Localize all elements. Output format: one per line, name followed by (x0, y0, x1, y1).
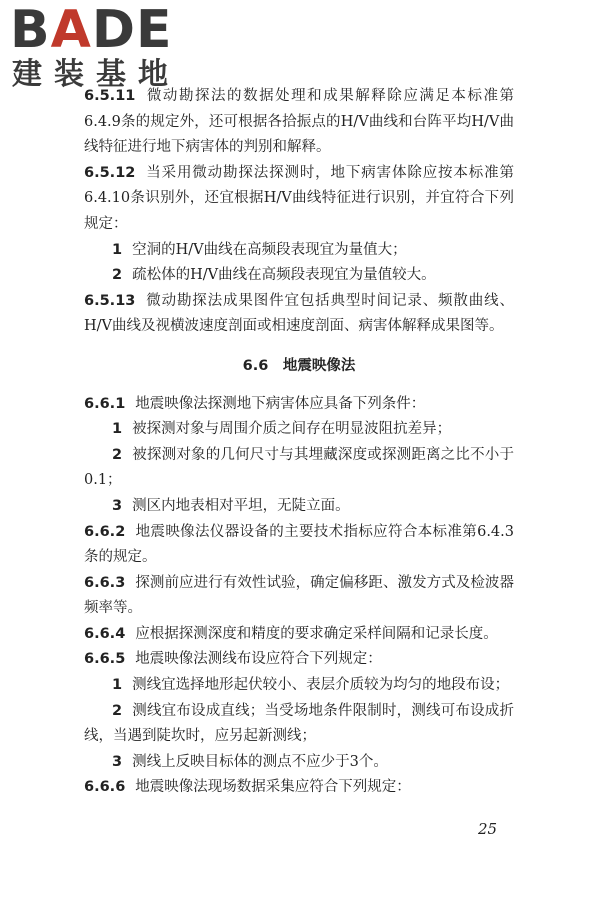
clause (84, 161, 514, 238)
clause-number: 6.6.1 (84, 395, 126, 412)
clause-number: 6.5.11 (84, 88, 136, 104)
clause-number: 6.5.13 (84, 292, 136, 309)
clause-text: 地震映像法探测地下病害体应具备下列条件： (135, 395, 426, 412)
list-item (84, 673, 514, 699)
list-item (84, 699, 514, 750)
list-item (84, 494, 514, 520)
clause-number: 6.6.4 (84, 625, 126, 642)
clause-number: 6.5.12 (84, 164, 136, 181)
clause-text: 地震映像法测线布设应符合下列规定： (135, 651, 382, 668)
item-number: 1 (112, 677, 123, 694)
clause-text: 探测前应进行有效性试验，确定偏移距、激发方式及检波器频率等。 (84, 574, 514, 617)
clause-text: 地震映像法仪器设备的主要技术指标应符合本标准第6.4.3条的规定。 (84, 523, 514, 566)
item-number: 2 (112, 267, 123, 284)
item-text: 测线宜布设成直线；当受场地条件限制时，测线可布设成折线，当遇到陡坎时，应另起新测线； (84, 702, 514, 745)
watermark-logo (8, 2, 188, 94)
item-number: 3 (112, 753, 123, 770)
clause-number: 6.6.2 (84, 523, 126, 540)
clause-text: 地震映像法现场数据采集应符合下列规定： (135, 779, 411, 796)
logo-wordmark: BADE (10, 0, 173, 60)
item-text: 测线宜选择地形起伏较小、表层介质较为均匀的地段布设； (132, 677, 510, 694)
clause-text: 应根据探测深度和精度的要求确定采样间隔和记录长度。 (135, 625, 498, 642)
clause-number: 6.6.3 (84, 574, 126, 591)
document-body (84, 84, 514, 801)
item-text: 空洞的H/V曲线在高频段表现宜为量值大； (132, 241, 407, 258)
logo-subtitle: 建装基地 (12, 57, 180, 92)
list-item (84, 417, 514, 443)
clause-text: 当采用微动勘探法探测时，地下病害体除应按本标准第6.4.10条识别外，还宜根据H/V曲线特征进行识别，并宜符合下列规定： (84, 164, 514, 232)
item-text: 被探测对象与周围介质之间存在明显波阻抗差异； (132, 421, 452, 438)
clause (84, 775, 514, 801)
list-item (84, 750, 514, 776)
item-text: 测区内地表相对平坦，无陡立面。 (132, 497, 350, 514)
clause (84, 647, 514, 673)
clause-text: 微动勘探法成果图件宜包括典型时间记录、频散曲线、H/V曲线及视横波速度剖面或相速度剖面、病害体解释成果图等。 (84, 292, 514, 335)
item-text: 被探测对象的几何尺寸与其埋藏深度或探测距离之比不小于0.1； (84, 446, 514, 489)
item-text: 疏松体的H/V曲线在高频段表现宜为量值较大。 (132, 267, 436, 284)
clause (84, 571, 514, 622)
clause (84, 520, 514, 571)
clause-number: 6.6.5 (84, 651, 126, 668)
item-number: 1 (112, 421, 123, 438)
clause (84, 622, 514, 648)
item-number: 2 (112, 446, 123, 463)
item-number: 2 (112, 702, 123, 719)
list-item (84, 443, 514, 494)
page-number: 25 (478, 820, 498, 838)
list-item (84, 263, 514, 289)
item-text: 测线上反映目标体的测点不应少于3个。 (132, 753, 388, 770)
clause-text: 微动勘探法的数据处理和成果解释除应满足本标准第6.4.9条的规定外，还可根据各拾振点的H/V曲线和台阵平均H/V曲线特征进行地下病害体的判别和解释。 (84, 88, 514, 156)
item-number: 1 (112, 241, 123, 258)
clause (84, 84, 514, 161)
section-title: 6.6 地震映像法 (242, 357, 356, 374)
clause (84, 289, 514, 340)
clause (84, 392, 514, 418)
list-item (84, 238, 514, 264)
clause-number: 6.6.6 (84, 779, 126, 796)
item-number: 3 (112, 497, 123, 514)
